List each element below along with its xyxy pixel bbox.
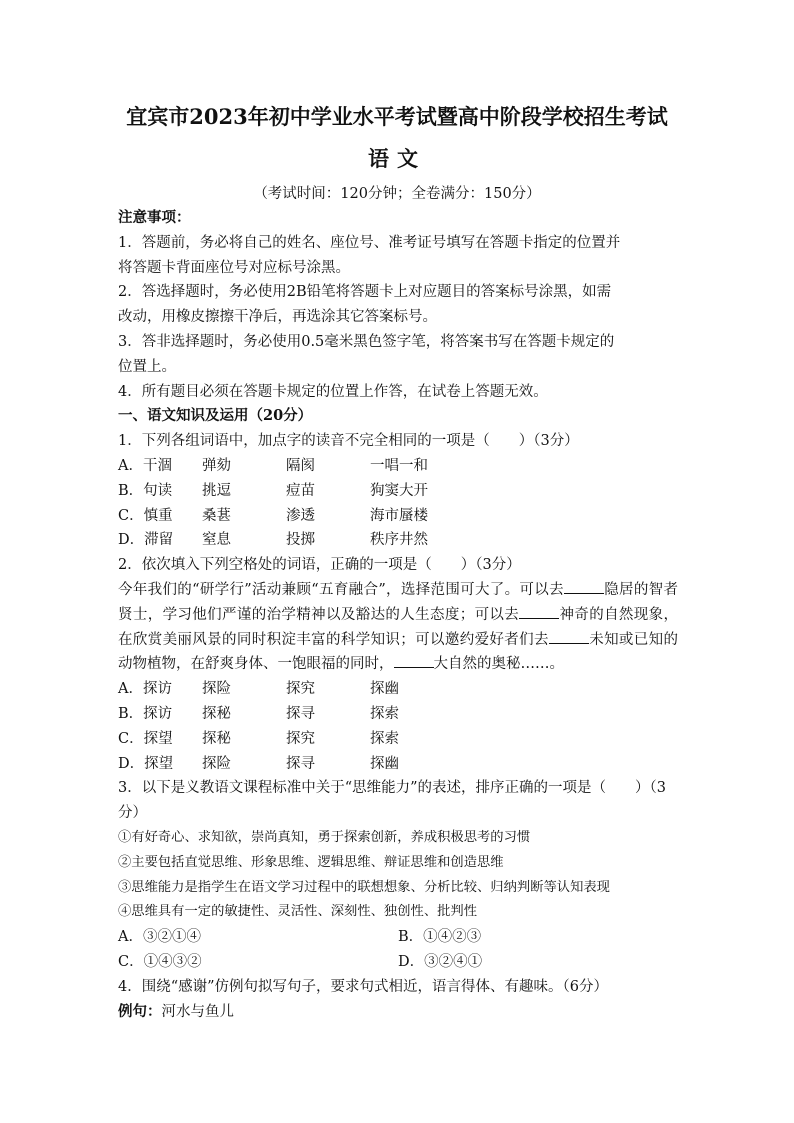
option-word: 探秘 xyxy=(202,705,231,722)
option-label: C．慎重 xyxy=(118,507,173,524)
note-line: 2．答选择题时，务必使用2B铅笔将答题卡上对应题目的答案标号涂黑，如需 xyxy=(118,284,612,301)
passage-text: 未知或已知的动物植物，在舒爽身体、一饱眼福的同时， xyxy=(118,631,679,673)
option-word: 桑葚 xyxy=(202,507,231,524)
fill-blank xyxy=(549,629,589,644)
question-3-options-row xyxy=(118,925,678,950)
question-1-option xyxy=(118,528,678,553)
fill-blank xyxy=(564,579,604,594)
option-word: 探索 xyxy=(370,705,399,722)
subject-title: 语文 xyxy=(368,146,426,171)
question-2-option xyxy=(118,677,678,702)
option-word: 探寻 xyxy=(286,705,315,722)
note-line: 改动，用橡皮擦擦干净后，再选涂其它答案标号。 xyxy=(118,309,437,326)
example-text: 河水与鱼儿 xyxy=(161,1003,234,1020)
option-word: 痘苗 xyxy=(286,482,315,499)
option-word: 探幽 xyxy=(370,755,399,772)
question-3-option: A．③②①④ xyxy=(118,929,201,946)
option-word: 隔阂 xyxy=(286,457,315,474)
option-word: 秩序井然 xyxy=(370,532,428,549)
passage-text: 大自然的奥秘……。 xyxy=(433,656,564,673)
note-line: 将答题卡背面座位号对应标号涂黑。 xyxy=(118,259,350,276)
option-word: 探险 xyxy=(202,755,231,772)
option-label: D．滞留 xyxy=(118,532,174,549)
question-3-option: D．③②④① xyxy=(398,953,483,970)
example-label: 例句： xyxy=(118,1002,162,1020)
option-word: 探究 xyxy=(286,681,315,698)
question-1-option xyxy=(118,454,678,479)
exam-info: （考试时间：120分钟；全卷满分：150分） xyxy=(253,186,541,202)
option-word: 渗透 xyxy=(286,507,315,524)
question-3-statement: ③思维能力是指学生在语文学习过程中的联想想象、分析比较、归纳判断等认知表现 xyxy=(118,879,610,895)
exam-body xyxy=(118,206,678,1024)
question-4-example xyxy=(118,1000,678,1025)
option-word: 狗窦大开 xyxy=(370,482,428,499)
option-word: 探寻 xyxy=(286,755,315,772)
option-word: 弹劾 xyxy=(202,457,231,474)
question-3-option: C．①④③② xyxy=(118,953,202,970)
passage-text: 隐居的智者贤士，学习他们严谨的治学精神以及豁达的人生态度；可以去 xyxy=(118,581,679,623)
question-3-statement: ①有好奇心、求知欲，崇尚真知，勇于探索创新，养成积极思考的习惯 xyxy=(118,829,531,845)
fill-blank xyxy=(519,604,559,619)
option-word: 探险 xyxy=(202,681,231,698)
question-3-options-row xyxy=(118,950,678,975)
question-3-statement: ②主要包括直觉思维、形象思维、逻辑思维、辩证思维和创造思维 xyxy=(118,854,504,870)
option-word: 一唱一和 xyxy=(370,457,428,474)
option-label: C．探望 xyxy=(118,730,173,747)
option-word: 投掷 xyxy=(286,532,315,549)
question-2-option xyxy=(118,752,678,777)
option-label: A．干涸 xyxy=(118,457,172,474)
option-label: B．探访 xyxy=(118,705,173,722)
passage-text: 神奇的自然现象，在欣赏美丽风景的同时积淀丰富的科学知识；可以邀约爱好者们去 xyxy=(118,606,678,648)
question-2-stem: 2．依次填入下列空格处的词语，正确的一项是（ ）（3分） xyxy=(118,557,521,574)
question-2-option xyxy=(118,702,678,727)
option-word: 探秘 xyxy=(202,730,231,747)
note-line: 1．答题前，务必将自己的姓名、座位号、准考证号填写在答题卡指定的位置并 xyxy=(118,234,621,251)
option-label: B．句读 xyxy=(118,482,173,499)
question-1-option xyxy=(118,479,678,504)
fill-blank xyxy=(394,653,434,668)
question-1-stem: 1．下列各组词语中，加点字的读音不完全相同的一项是（ ）（3分） xyxy=(118,433,579,450)
section-heading: 一、语文知识及运用（20分） xyxy=(118,407,313,425)
note-line: 3．答非选择题时，务必使用0.5毫米黑色签字笔，将答案书写在答题卡规定的 xyxy=(118,333,615,350)
question-4-stem: 4．围绕“感谢”仿例句拟写句子，要求句式相近，语言得体、有趣味。（6分） xyxy=(118,978,609,995)
question-2-passage xyxy=(118,578,678,677)
question-3-stem-cont: 分） xyxy=(118,805,147,822)
option-word: 海市蜃楼 xyxy=(370,507,428,524)
option-label: A．探访 xyxy=(118,681,172,698)
question-3-statement: ④思维具有一定的敏捷性、灵活性、深刻性、独创性、批判性 xyxy=(118,904,478,920)
note-line: 位置上。 xyxy=(118,358,176,375)
question-2-option xyxy=(118,727,678,752)
option-word: 挑逗 xyxy=(202,482,231,499)
option-word: 探索 xyxy=(370,730,399,747)
passage-text: 今年我们的“研学行”活动兼顾“五育融合”，选择范围可大了。可以去 xyxy=(118,581,564,598)
option-label: D．探望 xyxy=(118,755,174,772)
note-line: 4．所有题目必须在答题卡规定的位置上作答，在试卷上答题无效。 xyxy=(118,383,548,400)
option-word: 探幽 xyxy=(370,681,399,698)
question-3-stem: 3．以下是义教语文课程标准中关于“思维能力”的表述，排序正确的一项是（ ）（3 xyxy=(118,780,667,797)
option-word: 探究 xyxy=(286,730,315,747)
option-word: 窒息 xyxy=(202,532,231,549)
question-1-option xyxy=(118,504,678,529)
notes-heading: 注意事项： xyxy=(118,209,191,226)
question-3-option: B．①④②③ xyxy=(398,929,482,946)
exam-title: 宜宾市2023年初中学业水平考试暨高中阶段学校招生考试 xyxy=(126,104,668,129)
